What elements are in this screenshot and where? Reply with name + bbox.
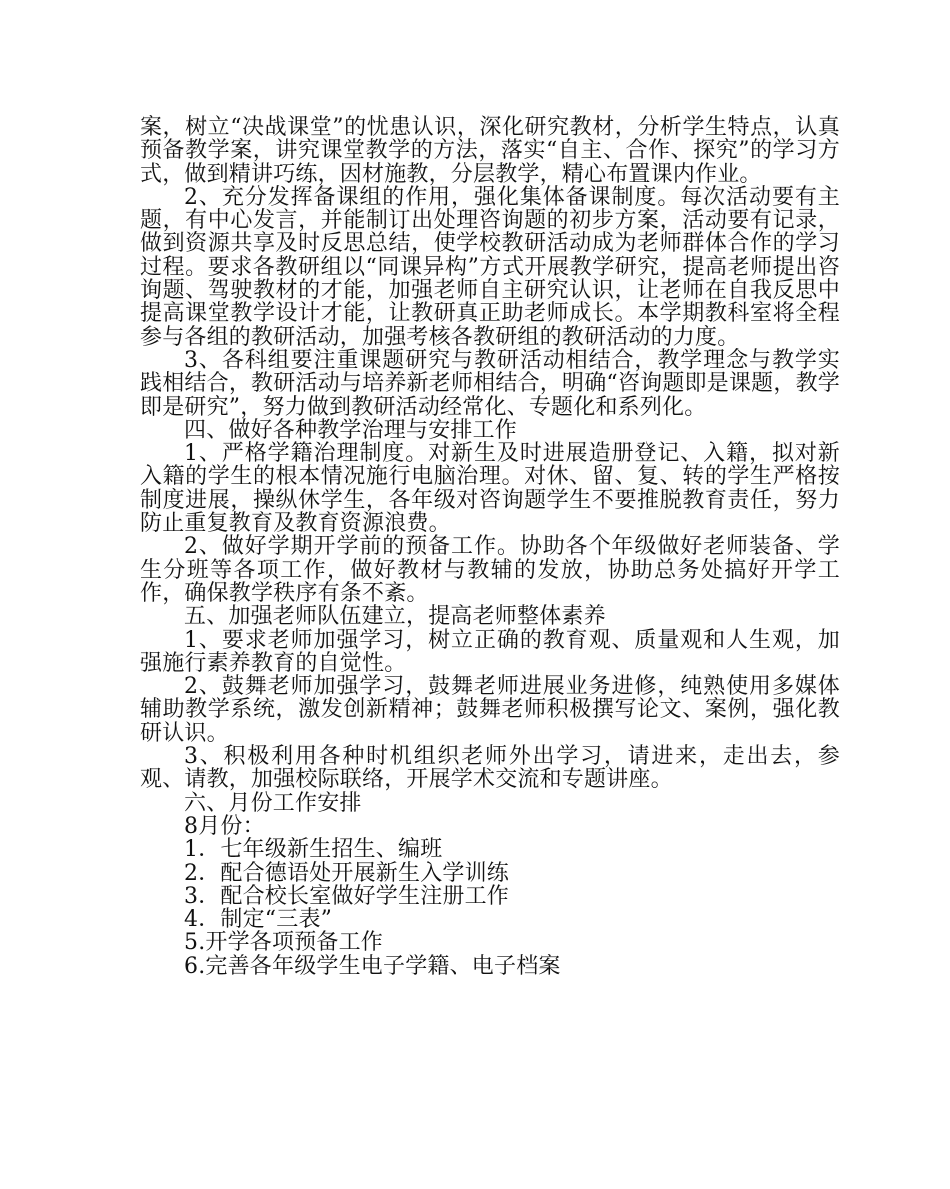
paragraph-student-registry: 1、严格学籍治理制度。对新生及时进展造册登记、入籍，拟对新入籍的学生的根本情况施行电脑治理。对休、留、复、转的学生严格按制度进展，操纵休学生，各年级对咨询题学生不要推脱教育责任，努力防止重复教育及教育资源浪费。 — [140, 441, 840, 537]
section-heading-5: 五、加强老师队伍建立，提高老师整体素养 — [184, 604, 606, 630]
section-heading-4: 四、做好各种教学治理与安排工作 — [184, 417, 518, 443]
paragraph-external-learning: 3、积极利用各种时机组织老师外出学习，请进来，走出去，参观、请教，加强校际联络，开展学术交流和专题讲座。 — [140, 744, 840, 793]
document-body — [140, 116, 840, 978]
list-item: 3．配合校长室做好学生注册工作 — [184, 883, 509, 909]
list-item: 2．配合德语处开展新生入学训练 — [184, 860, 509, 886]
paragraph-research-integration: 3、各科组要注重课题研究与教研活动相结合，教学理念与教学实践相结合，教研活动与培养新老师相结合，明确“咨询题即是课题，教学即是研究”，努力做到教研活动经常化、专题化和系列化。 — [140, 347, 840, 420]
list-item: 5.开学各项预备工作 — [184, 930, 383, 956]
paragraph-teacher-encouragement: 2、鼓舞老师加强学习，鼓舞老师进展业务进修，纯熟使用多媒体辅助教学系统，激发创新精神；鼓舞老师积极撰写论文、案例，强化教研认识。 — [140, 674, 840, 746]
list-item: 1．七年级新生招生、编班 — [184, 837, 443, 863]
paragraph-teacher-study: 1、要求老师加强学习，树立正确的教育观、质量观和人生观，加强施行素养教育的自觉性。 — [140, 627, 840, 676]
list-item-month: 8月份： — [184, 813, 265, 839]
section-heading-6: 六、月份工作安排 — [184, 790, 362, 816]
paragraph-continuation: 案，树立“决战课堂”的忧患认识，深化研究教材，分析学生特点，认真预备教学案，讲究课堂教学的方法，落实“自主、合作、探究”的学习方式，做到精讲巧练，因材施教，分层教学，精心布置课内作业。 — [140, 115, 840, 187]
paragraph-term-preparation: 2、做好学期开学前的预备工作。协助各个年级做好老师装备、学生分班等各项工作，做好教材与教辅的发放，协助总务处搞好开学工作，确保教学秩序有条不紊。 — [140, 534, 840, 606]
paragraph-lesson-prep-groups: 2、充分发挥备课组的作用，强化集体备课制度。每次活动要有主题，有中心发言，并能制订出处理咨询题的初步方案，活动要有记录，做到资源共享及时反思总结，使学校教研活动成为老师群体合作的学习过程。要求各教研组以“同课异构”方式开展教学研究，提高老师提出咨询题、驾驶教材的才能，加强老师自主研究认识，让老师在自我反思中提高课堂教学设计才能，让教研真正助老师成长。本学期教科室将全程参与各组的教研活动，加强考核各教研组的教研活动的力度。 — [140, 184, 840, 350]
list-item: 6.完善各年级学生电子学籍、电子档案 — [184, 953, 561, 979]
list-item: 4．制定“三表” — [184, 907, 333, 933]
